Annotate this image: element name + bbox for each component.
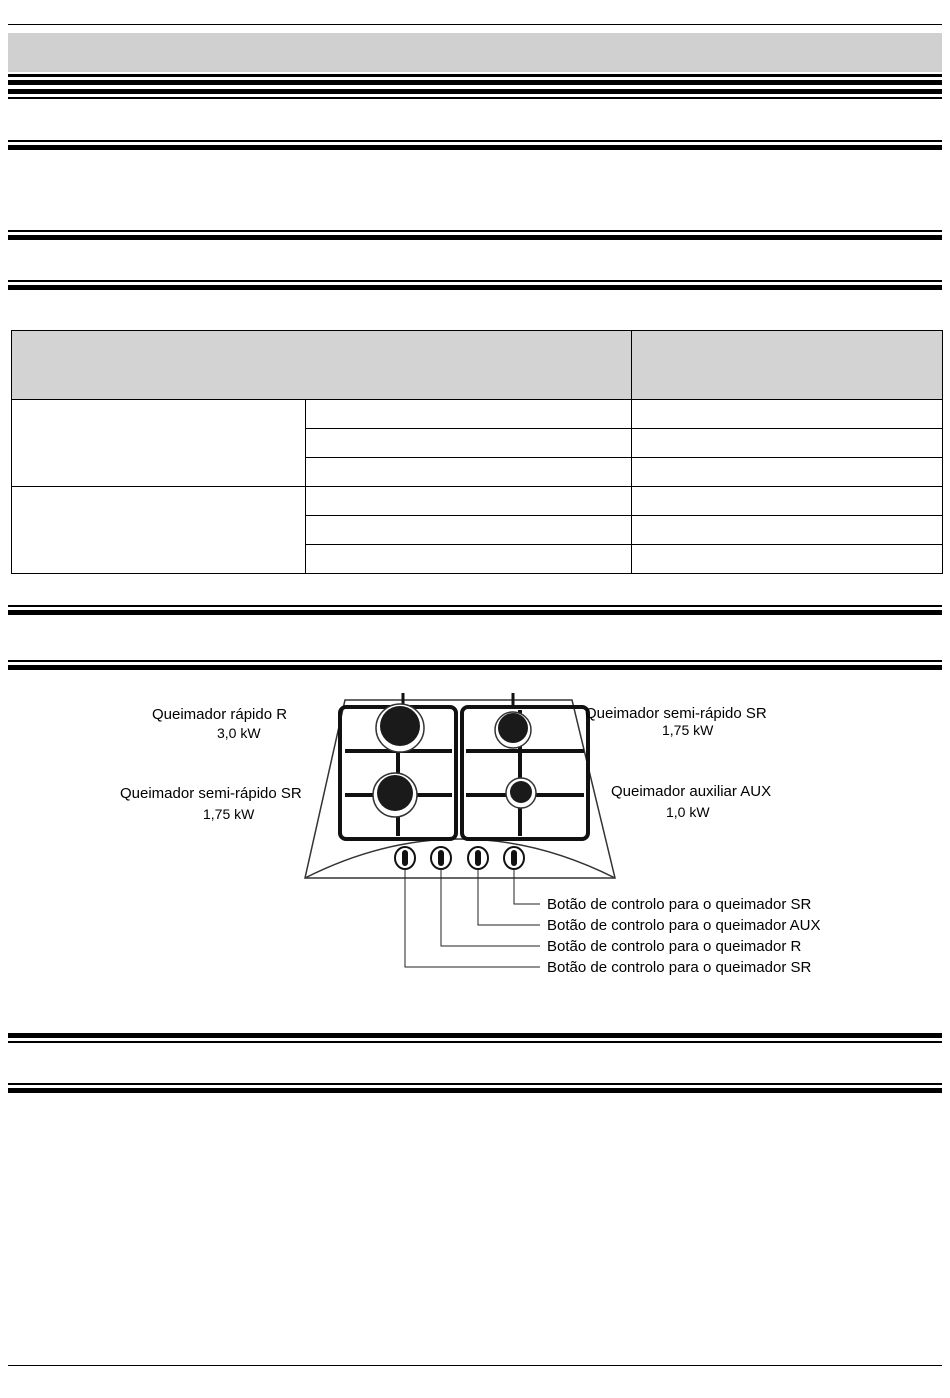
- table-group-cell: [12, 400, 306, 487]
- footer-rule: [8, 1365, 942, 1366]
- top-rule: [8, 24, 942, 25]
- section-rule: [8, 140, 942, 142]
- burner-power-semi-rapid-right: 1,75 kW: [662, 722, 714, 738]
- section-rule: [8, 605, 942, 607]
- table-header-cell: [632, 331, 943, 400]
- burner-power-auxiliary: 1,0 kW: [666, 804, 710, 820]
- section-rule: [8, 1033, 942, 1038]
- table-header-cell: [12, 331, 632, 400]
- section-rule: [8, 230, 942, 232]
- section-rule: [8, 665, 942, 670]
- section-rule: [8, 74, 942, 77]
- burner-label-semi-rapid-left: Queimador semi-rápido SR: [120, 785, 302, 802]
- table-cell: [632, 487, 943, 516]
- section-rule: [8, 660, 942, 662]
- burner-power-semi-rapid-left: 1,75 kW: [203, 806, 255, 822]
- burner-label-auxiliary: Queimador auxiliar AUX: [611, 783, 772, 800]
- header-bar: [8, 33, 942, 72]
- section-rule: [8, 97, 942, 99]
- section-rule: [8, 1083, 942, 1085]
- section-rule: [8, 1041, 942, 1043]
- burner-label-rapid: Queimador rápido R: [152, 706, 288, 723]
- section-rule: [8, 80, 942, 85]
- section-rule: [8, 1088, 942, 1093]
- table-cell: [306, 516, 632, 545]
- section-rule: [8, 145, 942, 150]
- burner-power-rapid: 3,0 kW: [217, 725, 261, 741]
- table-cell: [632, 516, 943, 545]
- control-label-r: Botão de controlo para o queimador R: [547, 938, 802, 955]
- table-cell: [632, 400, 943, 429]
- table-cell: [632, 545, 943, 574]
- section-rule: [8, 235, 942, 240]
- spec-table: [11, 330, 943, 574]
- table-cell: [632, 429, 943, 458]
- table-cell: [306, 487, 632, 516]
- section-rule: [8, 610, 942, 615]
- section-rule: [8, 89, 942, 94]
- table-cell: [306, 400, 632, 429]
- control-label-aux: Botão de controlo para o queimador AUX: [547, 917, 821, 934]
- section-rule: [8, 285, 942, 290]
- table-cell: [632, 458, 943, 487]
- table-cell: [306, 458, 632, 487]
- control-label-sr-right: Botão de controlo para o queimador SR: [547, 896, 812, 913]
- table-cell: [306, 545, 632, 574]
- hob-diagram: [0, 680, 950, 990]
- control-label-sr-left: Botão de controlo para o queimador SR: [547, 959, 812, 976]
- table-group-cell: [12, 487, 306, 574]
- table-cell: [306, 429, 632, 458]
- burner-label-semi-rapid-right: Queimador semi-rápido SR: [585, 705, 767, 722]
- section-rule: [8, 280, 942, 282]
